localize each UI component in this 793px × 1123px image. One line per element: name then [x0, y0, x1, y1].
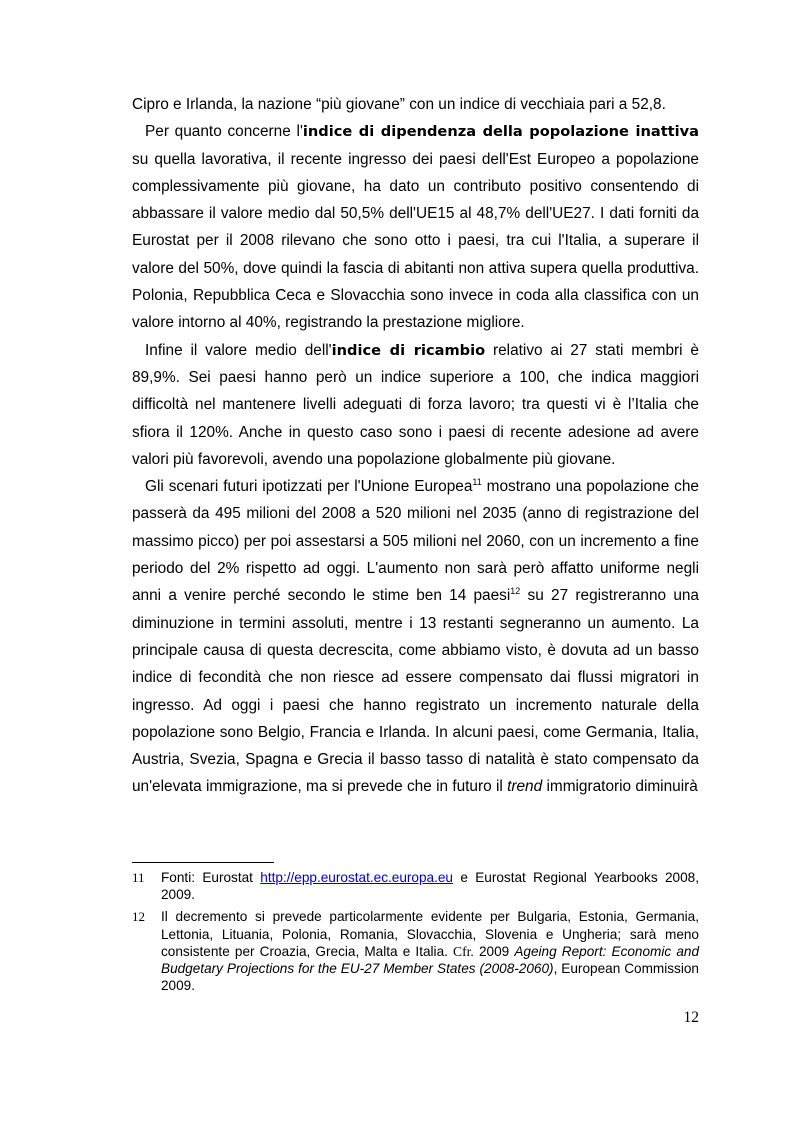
keyword-dependency-index: indice di dipendenza della popolazione inattiva — [302, 123, 700, 141]
paragraph-3-after: relativo ai 27 stati membri è 89,9%. Sei paesi hanno però un indice superiore a 100, che indica maggiori difficoltà nel mantenere livelli adeguati di forza lavoro; tra questi vi è l’Italia che sfiora il 120%. Anche in questo caso sono i paesi di recente adesione ad avere valori più favorevoli, avendo una popolazione globalmente più giovane. — [132, 341, 699, 468]
footnote-number: 11 — [132, 870, 145, 885]
footnote-12-mid: 2009 — [473, 943, 515, 959]
page-number: 12 — [683, 1009, 699, 1026]
footnote-separator — [132, 862, 274, 863]
paragraph-4-part1: Gli scenari futuri ipotizzati per l'Unione Europea — [145, 478, 473, 496]
paragraph-4-part3: su 27 registreranno una diminuzione in termini assoluti, mentre i 13 restanti segneranno un aumento. La principale causa di questa decrescita, come abbiamo visto, è dovuta ad un basso indice di fecondità che non riesce ad essere compensato dai flussi migratori in ingresso. Ad oggi i paesi che hanno registrato un incremento naturale della popolazione sono Belgio, Francia e Irlanda. In alcuni paesi, come Germania, Italia, Austria, Svezia, Spagna e Grecia il basso tasso di natalità è stato compensato da un'elevata immigrazione, ma si prevede che in futuro il — [132, 587, 699, 796]
paragraph-4-part4: immigratorio diminuirà — [542, 778, 698, 796]
footnote-ref-12[interactable]: 12 — [510, 586, 521, 597]
paragraph-2 — [132, 118, 699, 336]
paragraph-3-before: Infine il valore medio dell' — [145, 341, 332, 359]
footnote-11 — [132, 869, 699, 903]
footnote-12 — [132, 908, 699, 994]
keyword-replacement-index: indice di ricambio — [331, 341, 486, 359]
footnote-12-after: , European Commission 2009. — [161, 961, 699, 994]
footnote-ref-11[interactable]: 11 — [472, 477, 482, 488]
footnote-12-before: Il decremento si prevede particolarmente evidente per Bulgaria, Estonia, Germania, Lettonia, Lituania, Polonia, Romania, Slovacchia, Slovenia e Ungheria; sarà meno consistente per Croazia, Grecia, Malta e Italia. — [161, 909, 699, 959]
paragraph-2-before: Per quanto concerne l' — [145, 123, 303, 141]
body-text — [132, 91, 699, 801]
footnotes — [132, 869, 699, 999]
footnote-11-after: e Eurostat Regional Yearbooks 2008, 2009. — [161, 870, 699, 903]
paragraph-4-part2: mostrano una popolazione che passerà da 495 milioni del 2008 a 520 milioni nel 2035 (anno di registrazione del massimo picco) per poi assestarsi a 505 milioni nel 2060, con un incremento a fine periodo del 2% rispetto ad oggi. L'aumento non sarà però affatto uniforme negli anni a venire perché secondo le stime ben 14 paesi — [132, 478, 699, 605]
footnote-text — [161, 908, 699, 994]
eurostat-link[interactable]: http://epp.eurostat.ec.europa.eu — [260, 870, 453, 885]
italic-trend: trend — [507, 778, 543, 796]
paragraph-4 — [132, 473, 699, 801]
footnote-11-before: Fonti: Eurostat — [161, 870, 261, 885]
footnote-12-report-title: Ageing Report: Economic and Budgetary Projections for the EU-27 Member States (2008-2060) — [161, 943, 700, 977]
footnote-number: 12 — [132, 909, 145, 925]
paragraph-1 — [132, 91, 699, 118]
paragraph-1-text: Cipro e Irlanda, la nazione “più giovane” con un indice di vecchiaia pari a 52,8. — [132, 96, 666, 113]
footnote-12-cfr: Cfr. — [453, 943, 474, 959]
footnote-text — [161, 869, 699, 903]
paragraph-3 — [132, 337, 699, 473]
paragraph-2-after: su quella lavorativa, il recente ingresso dei paesi dell'Est Europeo a popolazione complessivamente più giovane, ha dato un contributo positivo consentendo di abbassare il valore medio dal 50,5% dell'UE15 al 48,7% dell'UE27. I dati forniti da Eurostat per il 2008 rilevano che sono otto i paesi, tra cui l'Italia, a superare il valore del 50%, dove quindi la fascia di abitanti non attiva supera quella produttiva. Polonia, Repubblica Ceca e Slovacchia sono invece in coda alla classifica con un valore intorno al 40%, registrando la prestazione migliore. — [132, 150, 699, 332]
